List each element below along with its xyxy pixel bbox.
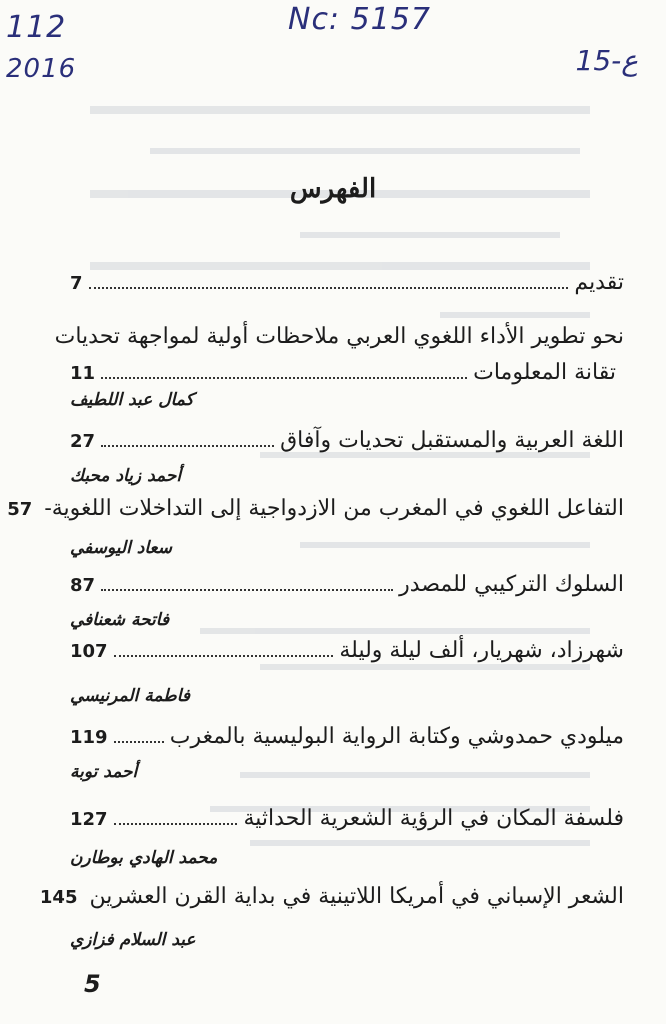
toc-entry	[39, 882, 624, 913]
toc-entry-author: فاطمة المرنيسي	[70, 686, 191, 706]
toc-entry-page: 27	[70, 431, 96, 452]
toc-entry-author: أحمد توبة	[70, 762, 138, 782]
toc-entry-page: 127	[70, 809, 108, 830]
toc-entry	[70, 722, 624, 753]
toc-entry-page: 107	[70, 641, 108, 662]
handwritten-catalog-number: Nc: 5157	[288, 2, 431, 37]
toc-entry	[70, 636, 624, 667]
dot-leader	[101, 444, 274, 447]
toc-entry-page: 87	[70, 575, 96, 596]
toc-entry-author: فاتحة شعنافي	[70, 610, 170, 630]
handwritten-note-top-left: 112	[6, 10, 67, 45]
toc-entry-title: ميلودي حمدوشي وكتابة الرواية البوليسية بالمغرب	[169, 724, 624, 749]
toc-entry	[70, 268, 624, 299]
toc-entry-title: شهرزاد، شهريار، ألف ليلة وليلة	[339, 638, 624, 663]
toc-entry	[70, 804, 624, 835]
handwritten-year: 2016	[6, 54, 77, 84]
toc-entry-title: تقديم	[574, 270, 624, 295]
toc-entry-page: 145	[39, 887, 78, 908]
toc-entry-title: فلسفة المكان في الرؤية الشعرية الحداثية	[243, 806, 624, 831]
toc-entry-author: سعاد اليوسفي	[70, 538, 172, 558]
toc-entry-page: 7	[70, 273, 83, 294]
toc-entry-title: السلوك التركيبي للمصدر	[399, 572, 624, 597]
dot-leader	[114, 740, 164, 743]
toc-entry-page: 57	[7, 499, 33, 520]
page-title: الفهرس	[289, 174, 377, 204]
page-number: 5	[84, 970, 101, 998]
dot-leader	[114, 654, 334, 657]
toc-entry	[54, 322, 624, 389]
dot-leader	[101, 588, 393, 591]
toc-entry-title: التفاعل اللغوي في المغرب من الازدواجية إلى التداخلات اللغوية-	[44, 496, 624, 521]
toc-entry	[70, 570, 624, 601]
toc-entry-title: اللغة العربية والمستقبل تحديات وآفاق	[280, 428, 624, 453]
toc-entry	[7, 494, 624, 525]
toc-entry-page: 119	[70, 727, 108, 748]
toc-entry-author: عبد السلام فزازي	[70, 930, 196, 950]
toc-entry-author: كمال عبد اللطيف	[70, 390, 194, 410]
dot-leader	[114, 822, 238, 825]
toc-entry-author: أحمد زياد محبك	[70, 466, 182, 486]
dot-leader	[89, 286, 569, 289]
dot-leader	[101, 376, 467, 379]
toc-entry-title-continued: تقانة المعلومات	[473, 360, 616, 385]
toc-entry-title: نحو تطوير الأداء اللغوي العربي ملاحظات أولية لمواجهة تحديات	[54, 324, 624, 349]
toc-entry	[70, 426, 624, 457]
toc-entry-page: 11	[70, 363, 96, 384]
toc-entry-title: الشعر الإسباني في أمريكا اللاتينية في بداية القرن العشرين	[89, 884, 624, 909]
handwritten-shelf-code: 15-ع	[575, 44, 638, 77]
toc-entry-author: محمد الهادي بوطارن	[70, 848, 218, 868]
